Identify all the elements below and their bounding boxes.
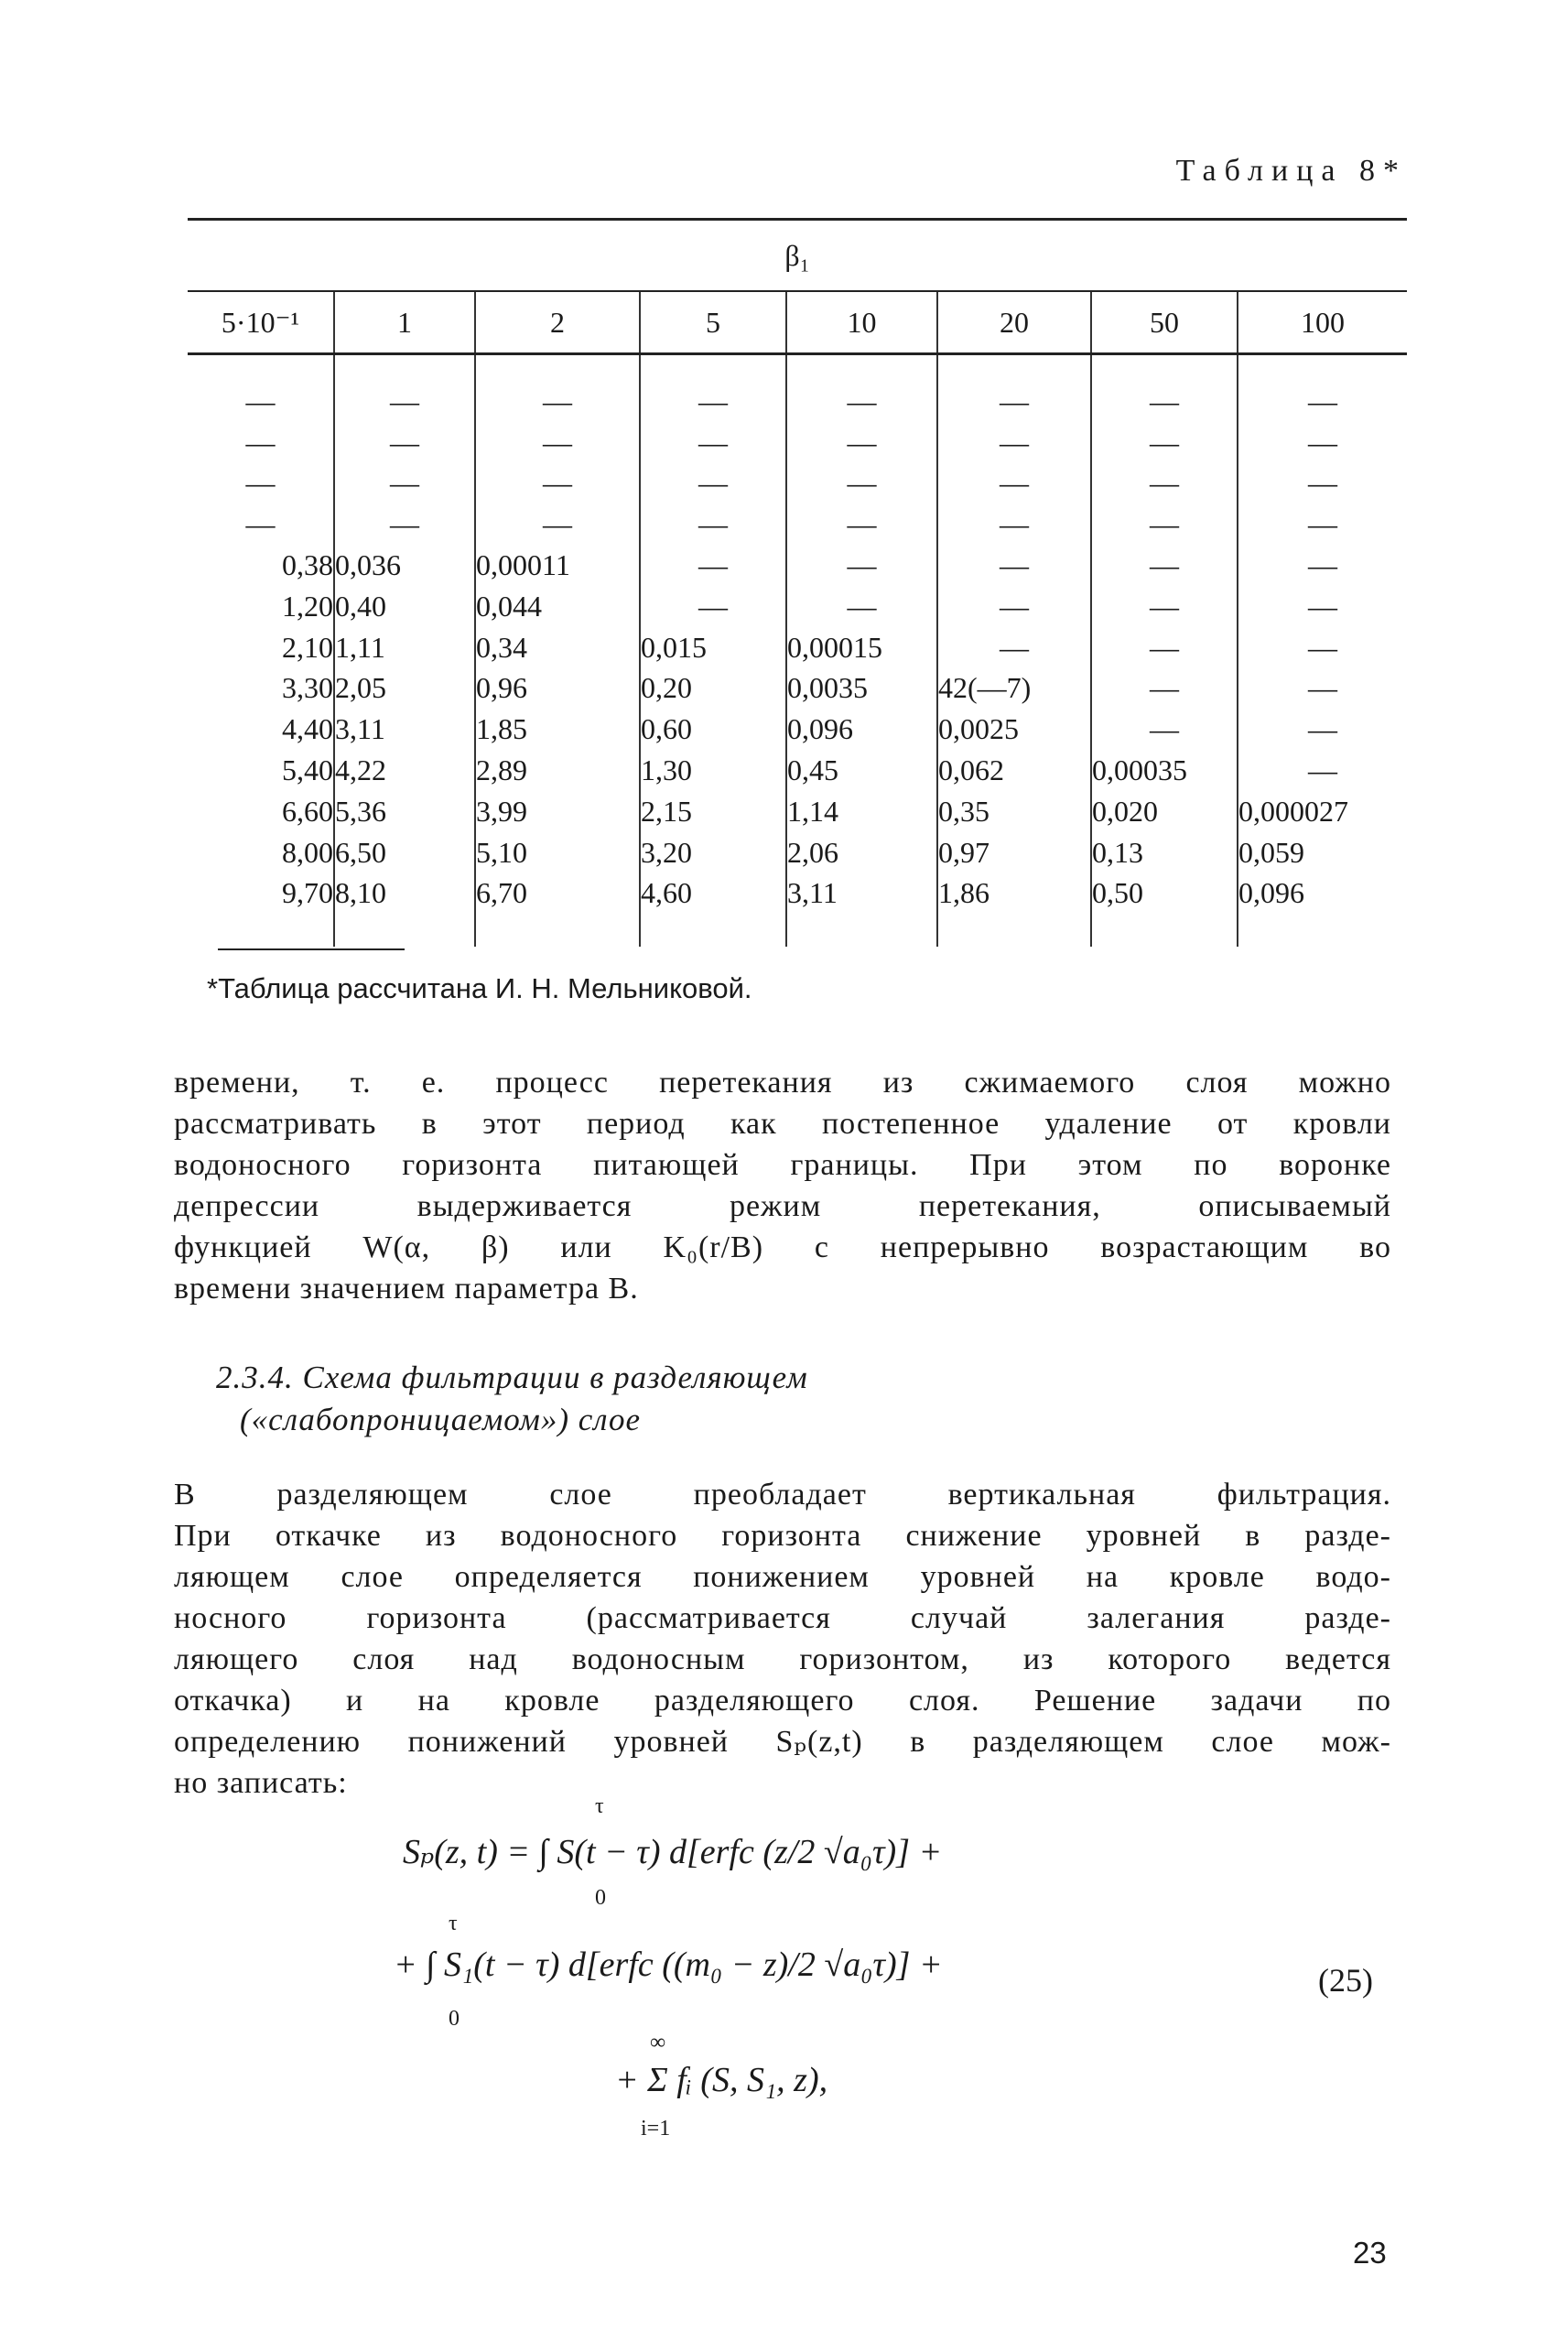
table-cell: — — [786, 381, 937, 422]
table-cell: — — [334, 463, 475, 504]
text-line: носного горизонта (рассматривается случай залегания разде- — [174, 1601, 1391, 1635]
table-cell: 0,00015 — [786, 627, 937, 668]
table-cell: 2,06 — [786, 832, 937, 873]
table-cell: — — [1238, 627, 1407, 668]
table-cell: 0,096 — [786, 709, 937, 750]
table-cell: — — [1091, 545, 1238, 586]
table-cell: — — [937, 586, 1091, 627]
table-cell: 0,35 — [937, 791, 1091, 832]
text-line: времени, т. е. процесс перетекания из сжимаемого слоя можно — [174, 1066, 1391, 1100]
table-cell: 0,015 — [640, 627, 786, 668]
table-cell: — — [786, 463, 937, 504]
table-cell: 0,97 — [937, 832, 1091, 873]
table-cell: 5,10 — [475, 832, 640, 873]
table-cell: — — [334, 381, 475, 422]
table-cell: 6,70 — [475, 873, 640, 915]
column-header-row — [188, 291, 1407, 354]
table-cell: 0,000027 — [1238, 791, 1407, 832]
table-footnote: *Таблица рассчитана И. Н. Мельниковой. — [207, 972, 752, 1004]
table-cell: 0,00011 — [475, 545, 640, 586]
column-header: 10 — [786, 291, 937, 354]
table-cell: 0,0025 — [937, 709, 1091, 750]
table-cell: — — [786, 586, 937, 627]
table-row — [188, 381, 1407, 422]
table-cell: — — [245, 425, 276, 459]
table-row — [188, 586, 1407, 627]
text-line: функцией W(α, β) или K₀(r/B) с непрерывно возрастающим во — [174, 1230, 1391, 1264]
table-cell: — — [245, 507, 276, 541]
table-cell: 3,11 — [786, 873, 937, 915]
sum-lower-limit: i=1 — [641, 2117, 671, 2140]
table-row — [188, 463, 1407, 504]
equation-line-2: + ∫ S₁(t − τ) d[erfc ((m₀ − z)/2 √a₀τ)] + — [394, 1945, 943, 1984]
table-cell: — — [1238, 709, 1407, 750]
table-cell: — — [937, 504, 1091, 545]
table-cell: — — [1238, 463, 1407, 504]
table-cell: 42(—7) — [937, 668, 1091, 710]
sum-upper-limit: ∞ — [650, 2031, 666, 2054]
table-cell: — — [475, 463, 640, 504]
table-cell: — — [1091, 586, 1238, 627]
table-cell: 0,20 — [640, 668, 786, 710]
table-cell: — — [1238, 504, 1407, 545]
text-line: ляющем слое определяется понижением уровней на кровле водо- — [174, 1560, 1391, 1594]
table-cell: — — [1091, 463, 1238, 504]
table-body — [188, 354, 1407, 948]
table-row — [188, 832, 1407, 873]
table-cell: — — [1091, 709, 1238, 750]
table-cell: 0,34 — [475, 627, 640, 668]
table-cell: 0,45 — [786, 750, 937, 791]
table-cell: 8,10 — [334, 873, 475, 915]
table-cell: 1,30 — [640, 750, 786, 791]
table-cell: 0,059 — [1238, 832, 1407, 873]
table-cell: — — [640, 545, 786, 586]
table-cell: 1,85 — [475, 709, 640, 750]
table-row — [188, 791, 1407, 832]
table-cell: — — [1091, 668, 1238, 710]
column-header: 2 — [475, 291, 640, 354]
page-number: 23 — [1353, 2236, 1387, 2270]
table-row — [188, 668, 1407, 710]
table-cell: 4,22 — [334, 750, 475, 791]
table-row — [188, 873, 1407, 915]
table-cell: — — [640, 463, 786, 504]
table-cell: 8,00 — [282, 835, 333, 869]
data-table-container — [188, 218, 1407, 947]
column-header: 5·10⁻¹ — [188, 291, 334, 354]
table-cell: — — [245, 384, 276, 417]
section-heading-line-2: («слабопроницаемом») слое — [240, 1402, 641, 1437]
table-cell: — — [1091, 504, 1238, 545]
table-cell: — — [475, 422, 640, 463]
text-line: В разделяющем слое преобладает вертикальная фильтрация. — [174, 1478, 1391, 1512]
table-cell: 0,00035 — [1091, 750, 1238, 791]
table-cell: 6,50 — [334, 832, 475, 873]
table-cell: — — [1238, 422, 1407, 463]
table-cell: 0,0035 — [786, 668, 937, 710]
table-cell: — — [786, 504, 937, 545]
table-cell: 3,30 — [282, 671, 333, 705]
table-row — [188, 709, 1407, 750]
integral-2-lower-limit: 0 — [449, 2007, 460, 2031]
table-cell: 2,05 — [334, 668, 475, 710]
beta-header: β₁ — [188, 220, 1407, 292]
table-cell: 1,14 — [786, 791, 937, 832]
table-cell: 1,11 — [334, 627, 475, 668]
table-cell: — — [1238, 586, 1407, 627]
table-row — [188, 422, 1407, 463]
text-line: откачка) и на кровле разделяющего слоя. Решение задачи по — [174, 1684, 1391, 1718]
table-cell: 3,11 — [334, 709, 475, 750]
table-cell: — — [1238, 668, 1407, 710]
table-cell: 0,40 — [334, 586, 475, 627]
table-cell: — — [937, 381, 1091, 422]
table-cell: — — [1091, 422, 1238, 463]
column-header: 50 — [1091, 291, 1238, 354]
table-cell: 1,86 — [937, 873, 1091, 915]
table-cell: — — [937, 545, 1091, 586]
table-cell: 0,13 — [1091, 832, 1238, 873]
text-line: рассматривать в этот период как постепенное удаление от кровли — [174, 1107, 1391, 1141]
text-line: депрессии выдерживается режим перетекания, описываемый — [174, 1189, 1391, 1223]
text-line: ляющего слоя над водоносным горизонтом, из которого ведется — [174, 1642, 1391, 1676]
table-cell: 6,60 — [282, 794, 333, 828]
table-cell: — — [786, 545, 937, 586]
integral-1-lower-limit: 0 — [595, 1886, 606, 1910]
table-cell: — — [475, 504, 640, 545]
column-header: 20 — [937, 291, 1091, 354]
table-cell: — — [937, 422, 1091, 463]
table-cell: 5,36 — [334, 791, 475, 832]
table-cell: — — [1238, 545, 1407, 586]
table-row — [188, 504, 1407, 545]
table-cell: — — [1238, 381, 1407, 422]
text-line: определению понижений уровней Sₚ(z,t) в разделяющем слое мож- — [174, 1725, 1391, 1759]
table-cell: — — [1091, 627, 1238, 668]
paragraph-1 — [174, 1062, 1391, 1309]
table-label: Таблица 8* — [1175, 154, 1407, 188]
table-cell: — — [937, 627, 1091, 668]
table-cell: — — [640, 381, 786, 422]
table-cell: — — [1091, 381, 1238, 422]
equation-line-1: Sₚ(z, t) = ∫ S(t − τ) d[erfc (z/2 √a₀τ)] + — [403, 1833, 943, 1871]
table-cell: 9,70 — [282, 876, 333, 910]
table-cell: — — [1238, 750, 1407, 791]
table-cell: 3,99 — [475, 791, 640, 832]
text-line: но записать: — [174, 1766, 348, 1800]
column-header: 5 — [640, 291, 786, 354]
table-cell: — — [334, 422, 475, 463]
table-row — [188, 627, 1407, 668]
column-header: 1 — [334, 291, 475, 354]
table-cell: 0,044 — [475, 586, 640, 627]
table-cell: 0,38 — [282, 548, 333, 582]
text-line: При откачке из водоносного горизонта снижение уровней в разде- — [174, 1519, 1391, 1553]
table-cell: — — [245, 466, 276, 500]
table-cell: 0,50 — [1091, 873, 1238, 915]
footnote-rule — [218, 948, 405, 950]
table-cell: 0,60 — [640, 709, 786, 750]
table-cell: 0,062 — [937, 750, 1091, 791]
table-cell: — — [475, 381, 640, 422]
table-cell: 0,96 — [475, 668, 640, 710]
integral-1-upper-limit: τ — [595, 1794, 604, 1818]
table-cell: 5,40 — [282, 753, 333, 787]
section-heading-line-1: 2.3.4. Схема фильтрации в разделяющем — [216, 1360, 808, 1395]
table-cell: 0,096 — [1238, 873, 1407, 915]
table-cell: 1,20 — [282, 589, 333, 623]
table-cell: 2,89 — [475, 750, 640, 791]
table-cell: 2,10 — [282, 630, 333, 664]
table-cell: 0,036 — [334, 545, 475, 586]
table-cell: 4,60 — [640, 873, 786, 915]
table-cell: — — [640, 504, 786, 545]
column-header: 100 — [1238, 291, 1407, 354]
table-cell: 2,15 — [640, 791, 786, 832]
table-cell: — — [786, 422, 937, 463]
equation-number: (25) — [1318, 1962, 1373, 1999]
table-cell: — — [334, 504, 475, 545]
integral-2-upper-limit: τ — [449, 1912, 458, 1935]
data-table — [188, 218, 1407, 947]
table-row — [188, 750, 1407, 791]
paragraph-2 — [174, 1474, 1391, 1804]
text-line: времени значением параметра B. — [174, 1272, 639, 1306]
table-cell: — — [640, 422, 786, 463]
table-row — [188, 545, 1407, 586]
table-cell: — — [640, 586, 786, 627]
table-cell: 3,20 — [640, 832, 786, 873]
text-line: водоносного горизонта питающей границы. При этом по воронке — [174, 1148, 1391, 1182]
equation-line-3: + Σ fᵢ (S, S₁, z), — [615, 2061, 828, 2099]
table-cell: — — [937, 463, 1091, 504]
table-cell: 4,40 — [282, 712, 333, 746]
table-cell: 0,020 — [1091, 791, 1238, 832]
section-heading — [216, 1357, 808, 1441]
equation-25 — [366, 1794, 1400, 2179]
